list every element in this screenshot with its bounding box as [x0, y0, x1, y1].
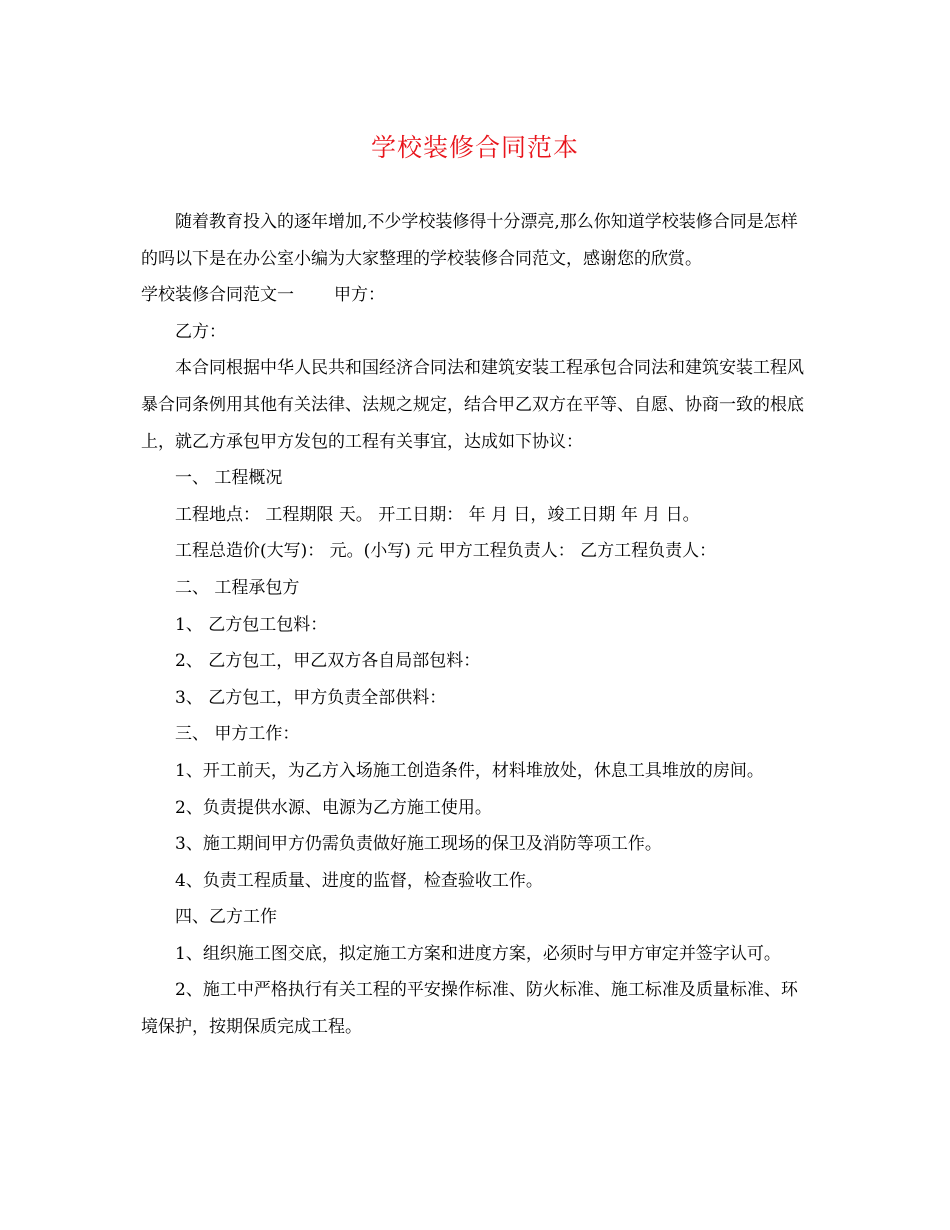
sample-heading: 学校装修合同范文一 — [141, 285, 294, 306]
party-b-duty-1: 1、组织施工图交底，拟定施工方案和进度方案，必须时与甲方审定并签字认可。 — [175, 943, 781, 964]
document-body — [141, 204, 813, 1046]
preamble-paragraph: 本合同根据中华人民共和国经济合同法和建筑安装工程承包合同法和建筑安装工程风暴合同条例用其他有关法律、法规之规定，结合甲乙双方在平等、自愿、协商一致的根底上，就乙方承包甲方发包的工程有关事宜，达成如下协议： — [141, 358, 804, 452]
section-heading-3: 三、 甲方工作： — [175, 724, 300, 745]
party-a-duty-2: 2、负责提供水源、电源为乙方施工使用。 — [175, 797, 492, 818]
party-a-label: 甲方： — [334, 285, 385, 306]
party-a-duty-4: 4、负责工程质量、进度的监督，检查验收工作。 — [175, 870, 543, 891]
contract-type-3: 3、 乙方包工，甲方负责全部供料： — [175, 687, 447, 708]
section-heading-2: 二、 工程承包方 — [175, 577, 300, 598]
contract-type-2: 2、 乙方包工，甲乙双方各自局部包料： — [175, 651, 481, 672]
project-cost-line: 工程总造价(大写)： 元。(小写) 元 甲方工程负责人： 乙方工程负责人： — [175, 541, 717, 562]
party-b-duty-2: 2、施工中严格执行有关工程的平安操作标准、防火标准、施工标准及质量标准、环境保护，按期保质完成工程。 — [141, 980, 798, 1038]
party-a-duty-3: 3、施工期间甲方仍需负责做好施工现场的保卫及消防等项工作。 — [175, 834, 662, 855]
section-heading-1: 一、 工程概况 — [175, 468, 283, 489]
party-a-duty-1: 1、开工前天，为乙方入场施工创造条件，材料堆放处，休息工具堆放的房间。 — [175, 760, 764, 781]
section-heading-4: 四、乙方工作 — [175, 907, 277, 928]
sample-heading-line — [141, 277, 813, 314]
contract-type-1: 1、 乙方包工包料： — [175, 614, 328, 635]
intro-paragraph: 随着教育投入的逐年增加,不少学校装修得十分漂亮,那么你知道学校装修合同是怎样的吗以下是在办公室小编为大家整理的学校装修合同范文，感谢您的欣赏。 — [141, 212, 798, 269]
project-site-line: 工程地点： 工程期限 天。 开工日期： 年 月 日，竣工日期 年 月 日。 — [175, 504, 700, 525]
party-b-label: 乙方： — [175, 321, 226, 342]
document-title: 学校装修合同范本 — [370, 133, 579, 162]
